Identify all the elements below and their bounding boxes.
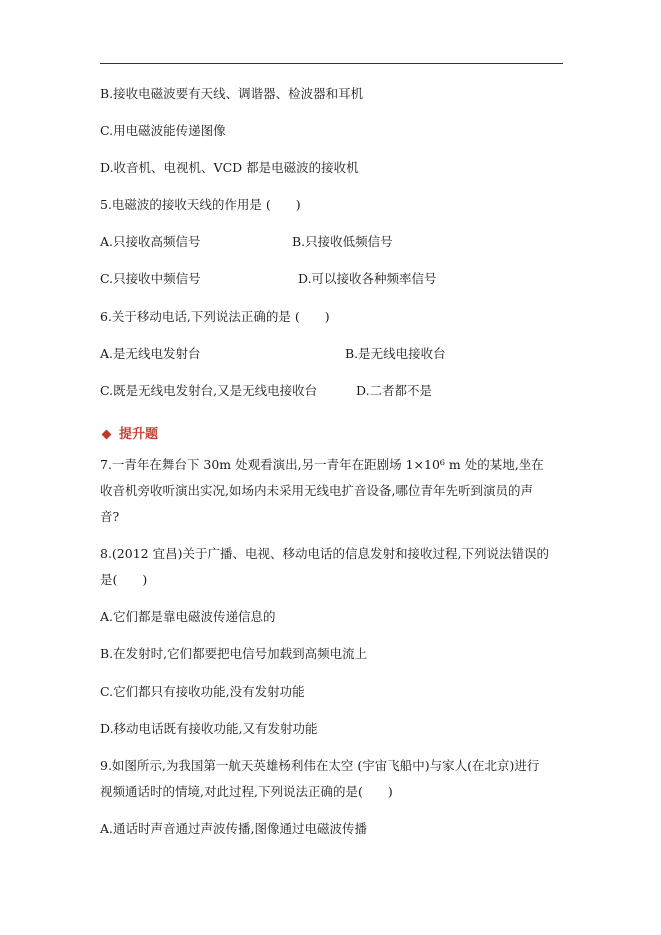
q6-option-a: A.是无线电发射台 [100,346,201,361]
question-8-line-1: 8.(2012 宜昌)关于广播、电视、移动电话的信息发射和接收过程,下列说法错误的 [100,546,549,561]
option-b-line: B.接收电磁波要有天线、调谐器、检波器和耳机 [100,86,364,101]
q5-option-b: B.只接收低频信号 [292,234,393,249]
q8-option-c: C.它们都只有接收功能,没有发射功能 [100,684,305,699]
question-8-line-2: 是( ) [100,572,148,587]
q6-option-d: D.二者都不是 [356,383,433,398]
q8-option-b: B.在发射时,它们都要把电信号加载到高频电流上 [100,646,368,661]
diamond-icon [102,429,112,439]
question-7-line-1: 7.一青年在舞台下 30m 处观看演出,另一青年在距剧场 1×10⁶ m 处的某地,坐在 [100,457,544,472]
section-title: 提升题 [119,427,159,442]
header-rule [100,63,563,64]
question-9-line-2: 视频通话时的情境,对此过程,下列说法正确的是( ) [100,784,393,799]
q9-option-a: A.通话时声音通过声波传播,图像通过电磁波传播 [100,821,367,836]
option-c-line: C.用电磁波能传递图像 [100,123,226,138]
question-7-line-2: 收音机旁收听演出实况,如场内未采用无线电扩音设备,哪位青年先听到演员的声 [100,483,533,498]
q5-option-a: A.只接收高频信号 [100,234,201,249]
option-d-line: D.收音机、电视机、VCD 都是电磁波的接收机 [100,160,359,175]
q5-option-c: C.只接收中频信号 [100,271,201,286]
q6-option-c: C.既是无线电发射台,又是无线电接收台 [100,383,318,398]
question-6: 6.关于移动电话,下列说法正确的是 ( ) [100,309,330,324]
q6-option-b: B.是无线电接收台 [345,346,446,361]
section-heading [100,423,158,442]
question-9-line-1: 9.如图所示,为我国第一航天英雄杨利伟在太空 (宇宙飞船中)与家人(在北京)进行 [100,758,540,773]
question-7-line-3: 音? [100,509,120,524]
q8-option-a: A.它们都是靠电磁波传递信息的 [100,609,276,624]
question-5: 5.电磁波的接收天线的作用是 ( ) [100,197,301,212]
q8-option-d: D.移动电话既有接收功能,又有发射功能 [100,721,318,736]
q5-option-d: D.可以接收各种频率信号 [298,271,437,286]
